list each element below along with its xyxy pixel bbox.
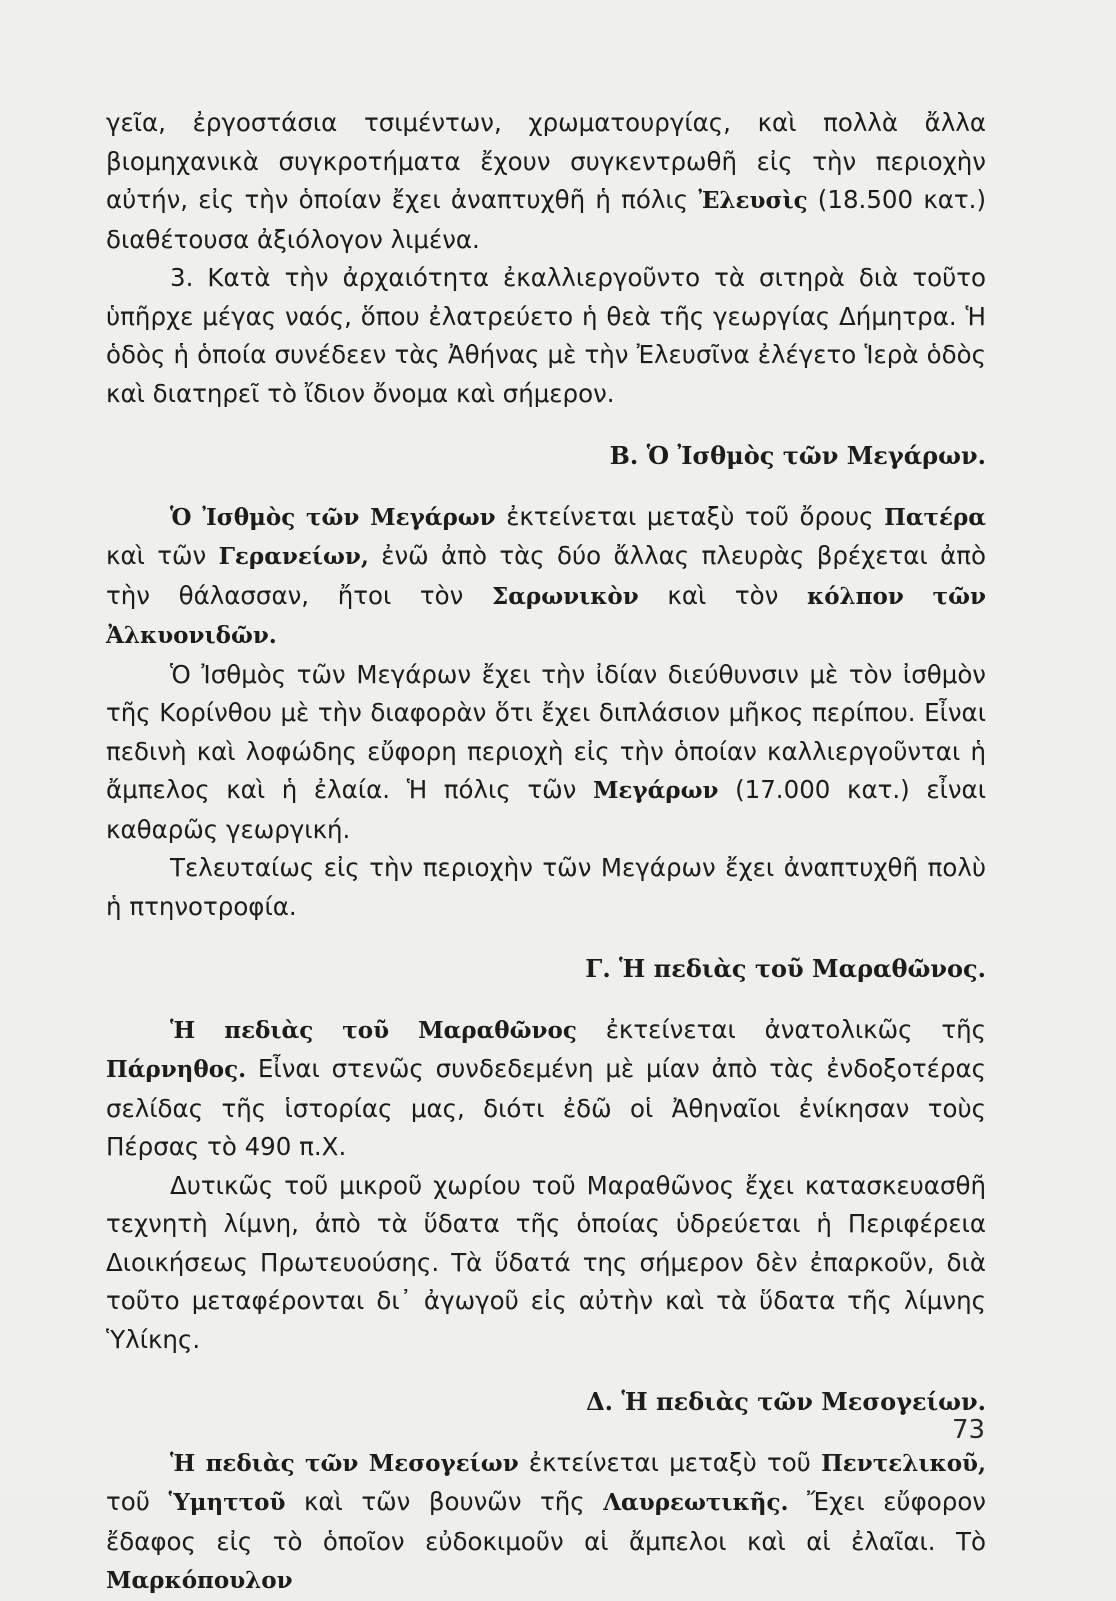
text-run: Τελευταίως εἰς τὴν περιοχὴν τῶν Μεγάρων ἔχει ἀναπτυχθῆ πολὺ ἡ πτηνοτροφία. xyxy=(106,853,986,921)
paragraph xyxy=(106,1444,986,1601)
text-run: Δυτικῶς τοῦ μικροῦ χωρίου τοῦ Μαραθῶνος ἔχει κατασκευασθῆ τεχνητὴ λίμνη, ἀπὸ τὰ ὕδατα τῆς ὁποίας ὑδρεύεται ἡ Περιφέρεια Διοικήσεως Πρωτευούσης. Τὰ ὕδατά της σήμερον δὲν ἐπαρκοῦν, διὰ τοῦτο μεταφέρονται δι᾿ ἀγωγοῦ εἰς αὐτὴν καὶ τὰ ὕδατα τῆς λίμνης Ὑλίκης. xyxy=(106,1170,986,1354)
text-run: Ὁ Ἰσθμὸς τῶν Μεγάρων ἔχει τὴν ἰδίαν διεύθυνσιν μὲ τὸν ἰσθμὸν τῆς Κορίνθου μὲ τὴν διαφορὰν ὅτι ἔχει διπλάσιον μῆκος περίπου. Εἶναι πεδινὴ καὶ λοφώδης εὔφορη περιοχὴ εἰς τὴν ὁποίαν καλλιεργοῦνται ἡ ἄμπελος καὶ ἡ ἐλαία. Ἡ πόλις τῶν xyxy=(106,659,986,804)
bold-term: Μεγάρων xyxy=(592,777,719,804)
paragraph xyxy=(106,104,986,259)
paragraph xyxy=(106,1167,986,1360)
bold-term: κόλπον τῶν Ἀλκυονιδῶν. xyxy=(106,582,986,649)
bold-term: Ὁ Ἰσθμὸς τῶν Μεγάρων xyxy=(170,503,496,531)
bold-term: Ἡ πεδιὰς τῶν Μεσογείων xyxy=(170,1449,519,1477)
bold-term: Γερανείων, xyxy=(218,543,369,570)
paragraph xyxy=(106,259,986,413)
text-run: (17.000 κατ.) εἶναι καθαρῶς γεωργική. xyxy=(106,775,986,844)
section-heading: Δ. Ἡ πεδιὰς τῶν Μεσογείων. xyxy=(586,1387,986,1416)
bold-term: Ὑμηττοῦ xyxy=(168,1489,286,1516)
text-run: γεῖα, ἐργοστάσια τσιμέντων, χρωματουργίας, καὶ πολλὰ ἄλλα βιομηχανικὰ συγκροτήματα ἔχουν συγκεντρωθῆ εἰς τὴν περιοχὴν αὐτήν, εἰς τὴν ὁποίαν ἔχει ἀναπτυχθῆ ἡ πόλις xyxy=(106,108,986,214)
bold-term: Σαρωνικὸν xyxy=(491,582,639,610)
page-text-body xyxy=(106,104,986,1601)
bold-term: Πάρνηθος. xyxy=(106,1056,247,1083)
text-run: ἐκτείνεται ἀνατολικῶς τῆς xyxy=(576,1014,986,1044)
bold-term: Λαυρεωτικῆς. xyxy=(603,1489,789,1516)
paragraph xyxy=(106,656,986,850)
text-run: ἐνῶ ἀπὸ τὰς δύο ἄλλας πλευρὰς βρέχεται ἀπὸ τὴν θάλασσαν, ἤτοι τὸν xyxy=(106,541,986,610)
bold-term: Ἐλευσὶς xyxy=(698,187,808,214)
text-run: ἐκτείνεται μεταξὺ τοῦ ὄρους xyxy=(495,501,885,531)
bold-term: Πεντελικοῦ, xyxy=(821,1449,986,1477)
text-run: (18.500 κατ.) διαθέτουσα ἀξιόλογον λιμένα. xyxy=(106,185,986,254)
section-heading: Γ. Ἡ πεδιὰς τοῦ Μαραθῶνος. xyxy=(585,954,986,983)
text-run: Εἶναι στενῶς συνδεδεμένη μὲ μίαν ἀπὸ τὰς ἐνδοξοτέρας σελίδας τῆς ἱστορίας μας, διότι ἐδῶ οἱ Ἀθηναῖοι ἐνίκησαν τοὺς Πέρσας τὸ 490 π.Χ. xyxy=(106,1054,986,1161)
text-run: ἐκτείνεται μεταξὺ τοῦ xyxy=(518,1447,822,1477)
text-run: 3. Κατὰ τὴν ἀρχαιότητα ἐκαλλιεργοῦντο τὰ σιτηρὰ διὰ τοῦτο ὑπῆρχε μέγας ναός, ὅπου ἐλατρεύετο ἡ θεὰ τῆς γεωργίας Δήμητρα. Ἡ ὁδὸς ἡ ὁποία συνέδεεν τὰς Ἀθήνας μὲ τὴν Ἐλευσῖνα ἐλέγετο Ἱερὰ ὁδὸς καὶ διατηρεῖ τὸ ἴδιον ὄνομα καὶ σήμερον. xyxy=(106,263,986,408)
text-run: τοῦ xyxy=(106,1487,169,1516)
bold-term: Μαρκόπουλον xyxy=(106,1567,293,1594)
bold-term: Ἡ πεδιὰς τοῦ Μαραθῶνος xyxy=(170,1016,577,1044)
text-run: καὶ τῶν βουνῶν τῆς xyxy=(285,1487,604,1516)
page-number: 73 xyxy=(952,1415,986,1445)
text-run: Ἔχει εὔφορον ἔδαφος εἰς τὸ ὁποῖον εὐδοκιμοῦν αἱ ἄμπελοι καὶ αἱ ἐλαῖαι. Τὸ xyxy=(106,1487,986,1556)
section-heading: Β. Ὁ Ἰσθμὸς τῶν Μεγάρων. xyxy=(609,441,986,470)
text-run: καὶ τῶν xyxy=(106,541,219,570)
paragraph xyxy=(106,849,986,926)
paragraph xyxy=(106,498,986,656)
bold-term: Πατέρα xyxy=(884,503,986,531)
text-run: καὶ τὸν xyxy=(638,580,807,610)
paragraph xyxy=(106,1011,986,1167)
